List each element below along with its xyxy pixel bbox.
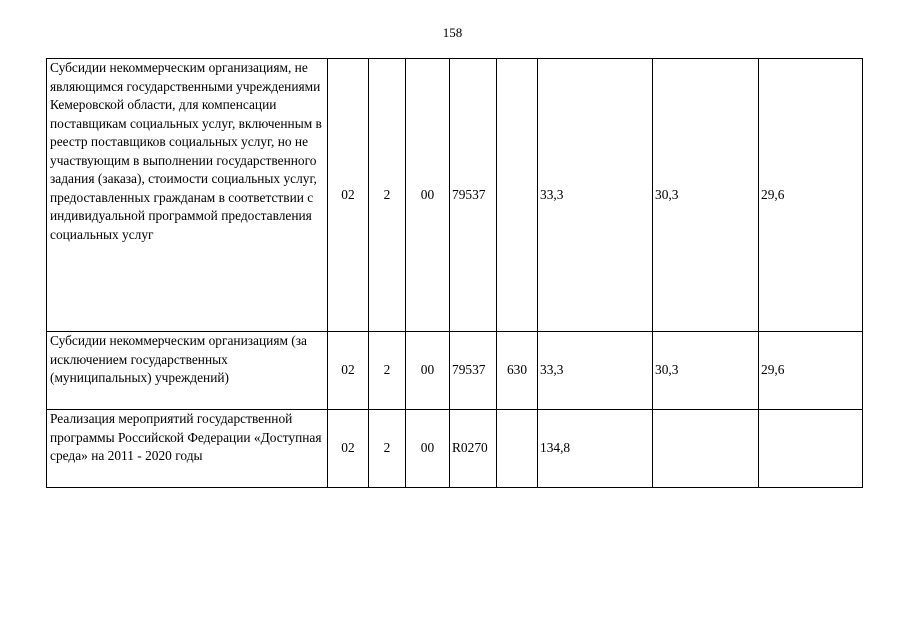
amount-year-1: 134,8 (538, 410, 653, 488)
amount-year-3: 29,6 (759, 59, 863, 332)
expense-type-code (497, 59, 538, 332)
row-description: Реализация мероприятий государственной программы Российской Федерации «Доступная среда» на 2011 - 2020 годы (47, 410, 328, 488)
expense-type-code (497, 410, 538, 488)
target-code: R0270 (450, 410, 497, 488)
subsection-code: 2 (369, 59, 406, 332)
amount-year-2: 30,3 (653, 332, 759, 410)
budget-table (46, 58, 863, 488)
section-code: 02 (328, 410, 369, 488)
row-description: Субсидии некоммерческим организациям (за исключением государственных (муниципальных) учреждений) (47, 332, 328, 410)
amount-year-2 (653, 410, 759, 488)
subsection-code: 2 (369, 410, 406, 488)
expense-type-code: 630 (497, 332, 538, 410)
target-code: 79537 (450, 332, 497, 410)
table-row (47, 59, 863, 332)
amount-year-1: 33,3 (538, 332, 653, 410)
amount-year-3 (759, 410, 863, 488)
section-code: 02 (328, 59, 369, 332)
amount-year-3: 29,6 (759, 332, 863, 410)
program-code: 00 (406, 410, 450, 488)
section-code: 02 (328, 332, 369, 410)
table-row (47, 332, 863, 410)
program-code: 00 (406, 59, 450, 332)
page-number: 158 (442, 25, 463, 40)
table-row (47, 410, 863, 488)
amount-year-2: 30,3 (653, 59, 759, 332)
target-code: 79537 (450, 59, 497, 332)
row-description: Субсидии некоммерческим организациям, не являющимся государственными учреждениями Кемеровской области, для компенсации поставщикам социальных услуг, включенным в реестр поставщиков социальных услуг, но не участвующим в выполнении государственного задания (заказа), стоимости социальных услуг, предоставленных гражданам в соответствии с индивидуальной программой предоставления социальных услуг (47, 59, 328, 332)
subsection-code: 2 (369, 332, 406, 410)
program-code: 00 (406, 332, 450, 410)
amount-year-1: 33,3 (538, 59, 653, 332)
